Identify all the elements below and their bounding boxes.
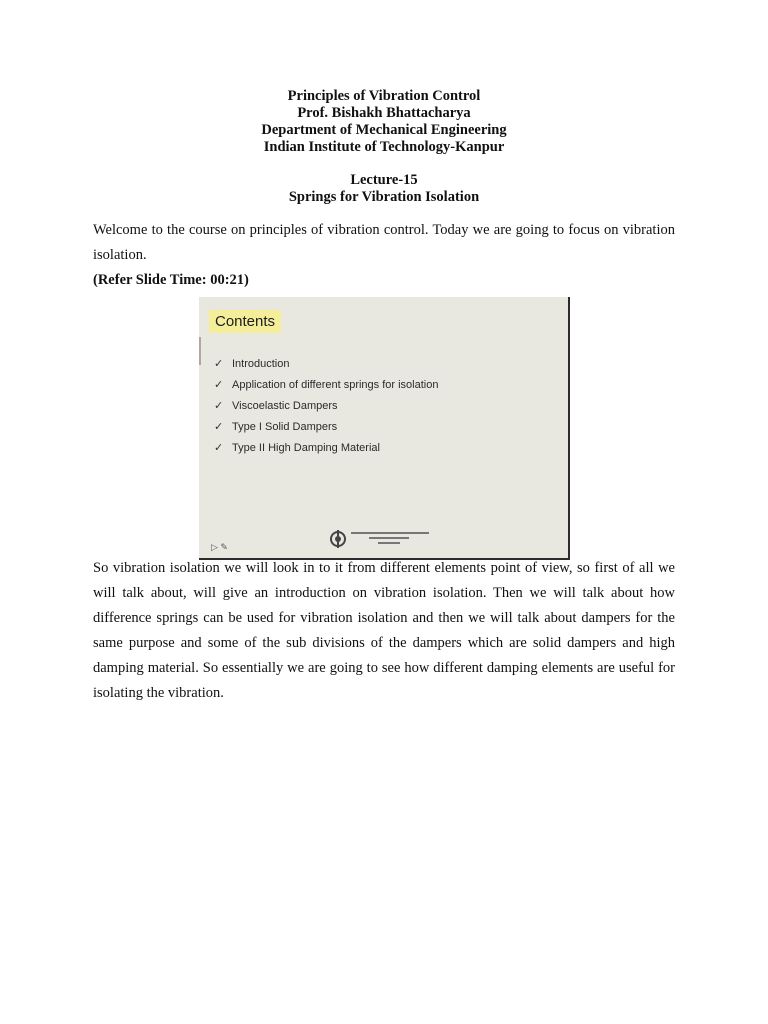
checkmark-icon: ✓ [214, 400, 224, 412]
checkmark-icon: ✓ [214, 358, 224, 370]
lecture-title: Springs for Vibration Isolation [288, 189, 480, 205]
slide-time-reference: (Refer Slide Time: 00:21) [93, 272, 249, 288]
list-item-label: Introduction [232, 358, 290, 370]
department-name: Department of Mechanical Engineering [261, 122, 507, 138]
intro-paragraph: Welcome to the course on principles of vibration control. Today we are going to focus on vibration isolation. [93, 222, 675, 263]
slide-contents-list [214, 354, 438, 459]
list-item [214, 438, 438, 459]
list-item-label: Application of different springs for isolation [232, 379, 439, 391]
slide-image [199, 297, 570, 560]
checkmark-icon: ✓ [214, 442, 224, 454]
list-item-label: Type II High Damping Material [232, 442, 380, 454]
course-title: Principles of Vibration Control [287, 88, 481, 104]
list-item-label: Type I Solid Dampers [232, 421, 338, 433]
slide-toolbar-icons: ▷ ✎ [211, 542, 228, 552]
laboratory-logo-icon [329, 530, 347, 548]
list-item [214, 396, 438, 417]
list-item [214, 375, 438, 396]
professor-name: Prof. Bishakh Bhattacharya [297, 105, 471, 121]
slide-edge-mark [199, 337, 201, 365]
checkmark-icon: ✓ [214, 421, 224, 433]
checkmark-icon: ✓ [214, 379, 224, 391]
laboratory-name-blurred [351, 529, 431, 547]
slide-title: Contents [209, 310, 281, 333]
lecture-heading [0, 172, 768, 206]
lecture-number: Lecture-15 [350, 172, 418, 188]
list-item [214, 354, 438, 375]
institute-name: Indian Institute of Technology-Kanpur [263, 139, 505, 155]
document-header [0, 88, 768, 156]
list-item [214, 417, 438, 438]
body-paragraph: So vibration isolation we will look in to it from different elements point of view, so first of all we will talk about, will give an introduction on vibration isolation. Then we will talk about how difference springs can be used for vibration isolation and then we will talk about dampers for the same purpose and some of the sub divisions of the dampers which are solid dampers and high damping material. So essentially we are going to see how different damping elements are useful for isolating the vibration. [93, 560, 675, 701]
list-item-label: Viscoelastic Dampers [232, 400, 338, 412]
